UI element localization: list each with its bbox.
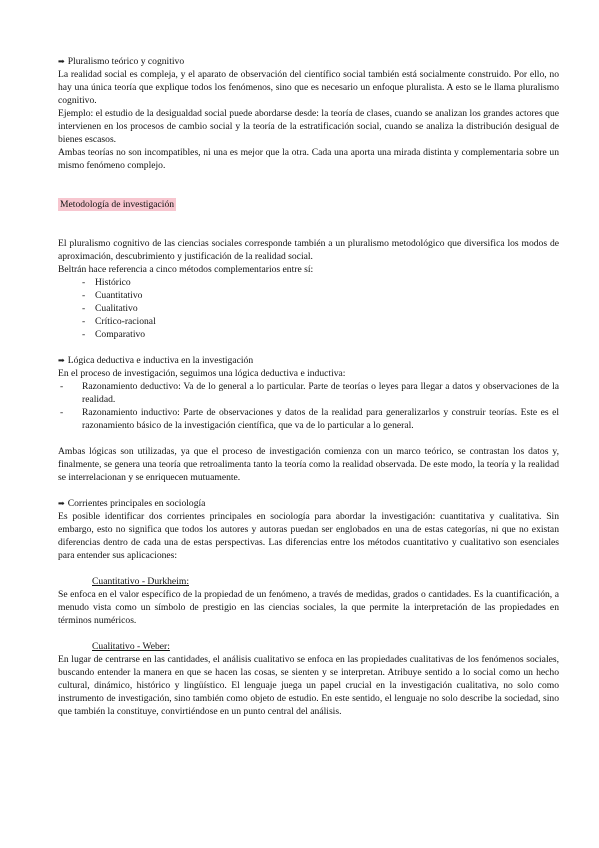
list-item: - Crítico-racional [82, 315, 559, 328]
paragraph: Ejemplo: el estudio de la desigualdad social puede abordarse desde: la teoría de clases, cuando se analizan los grandes actores que intervienen en los procesos de cambio social y la teoría de la estratificación social, cuando se analiza la distribución desigual de bienes escasos. [58, 108, 559, 145]
paragraph: En lugar de centrarse en las cantidades, el análisis cualitativo se enfoca en las propiedades cualitativas de los fenómenos sociales, buscando entender la manera en que se hacen las cosas, se sienten y se interpretan. Atribuye sentido a lo social como un hecho cultural, dinámico, histórico y lingüístico. El lenguaje juega un papel crucial en la investigación cualitativa, no solo como instrumento de investigación, sino también como objeto de estudio. En este sentido, el lenguaje no solo describe la sociedad, sino que también la constituye, convirtiéndose en un punto central del análisis. [58, 654, 559, 717]
arrow-bullet-icon: ➡ [58, 356, 65, 365]
paragraph: En el proceso de investigación, seguimos una lógica deductiva e inductiva: [58, 368, 346, 379]
paragraph: Se enfoca en el valor específico de la propiedad de un fenómeno, a través de medidas, grados o cantidades. Es la cuantificación, a menudo vista como un símbolo de prestigio en las ciencias sociales, la que permite la interpretación de las propiedades en términos numéricos. [58, 589, 559, 626]
section-heading-logica: ➡ Lógica deductiva e inductiva en la investigación [58, 355, 254, 366]
methods-list [58, 276, 559, 341]
list-item: - Histórico [82, 276, 559, 289]
highlighted-heading: Metodología de investigación [60, 199, 175, 210]
paragraph: Ambas teorías no son incompatibles, ni una es mejor que la otra. Cada una aporta una mirada distinta y complementaria sobre un mismo fenómeno complejo. [58, 147, 559, 171]
list-item: - Cualitativo [82, 302, 559, 315]
list-item: - Razonamiento inductivo: Parte de observaciones y datos de la realidad para generalizarlos y construir teorías. Este es el razonamiento básico de la investigación científica, que va de lo particular a lo general. [58, 406, 559, 432]
section-heading-metodologia [58, 198, 559, 211]
list-item: - Razonamiento deductivo: Va de lo general a lo particular. Parte de teorías o leyes para llegar a datos y observaciones de la realidad. [58, 380, 559, 406]
arrow-bullet-icon: ➡ [58, 57, 65, 66]
paragraph: Beltrán hace referencia a cinco métodos complementarios entre sí: [58, 264, 314, 275]
reasoning-list [58, 380, 559, 432]
paragraph: Es posible identificar dos corrientes principales en sociología para abordar la investigación: cuantitativa y cualitativa. Sin embargo, esto no significa que todos los autores y autoras puedan ser englobados en una de estas categorías, ni que no existan diferencias dentro de cada una de estas perspectivas. Las diferencias entre los métodos cuantitativo y cualitativo son esenciales para entender sus aplicaciones: [58, 511, 559, 561]
subheading-cuantitativo: Cuantitativo - Durkheim: [92, 576, 189, 587]
paragraph: La realidad social es compleja, y el aparato de observación del científico social también está socialmente construido. Por ello, no hay una única teoría que explique todos los fenómenos, sino que es necesario un enfoque pluralista. A esto se le llama pluralismo cognitivo. [58, 69, 559, 106]
list-item: - Cuantitativo [82, 289, 559, 302]
section-heading-pluralismo: ➡ Pluralismo teórico y cognitivo [58, 56, 185, 67]
subheading-cualitativo: Cualitativo - Weber: [92, 641, 170, 652]
arrow-bullet-icon: ➡ [58, 499, 65, 508]
paragraph: El pluralismo cognitivo de las ciencias sociales corresponde también a un pluralismo metodológico que diversifica los modos de aproximación, descubrimiento y justificación de la realidad social. [58, 238, 559, 262]
paragraph: Ambas lógicas son utilizadas, ya que el proceso de investigación comienza con un marco teórico, se contrastan los datos y, finalmente, se genera una teoría que retroalimenta tanto la teoría como la realidad observada. De este modo, la teoría y la realidad se interrelacionan y se enriquecen mutuamente. [58, 446, 559, 483]
section-heading-corrientes: ➡ Corrientes principales en sociología [58, 498, 206, 509]
list-item: - Comparativo [82, 328, 559, 341]
